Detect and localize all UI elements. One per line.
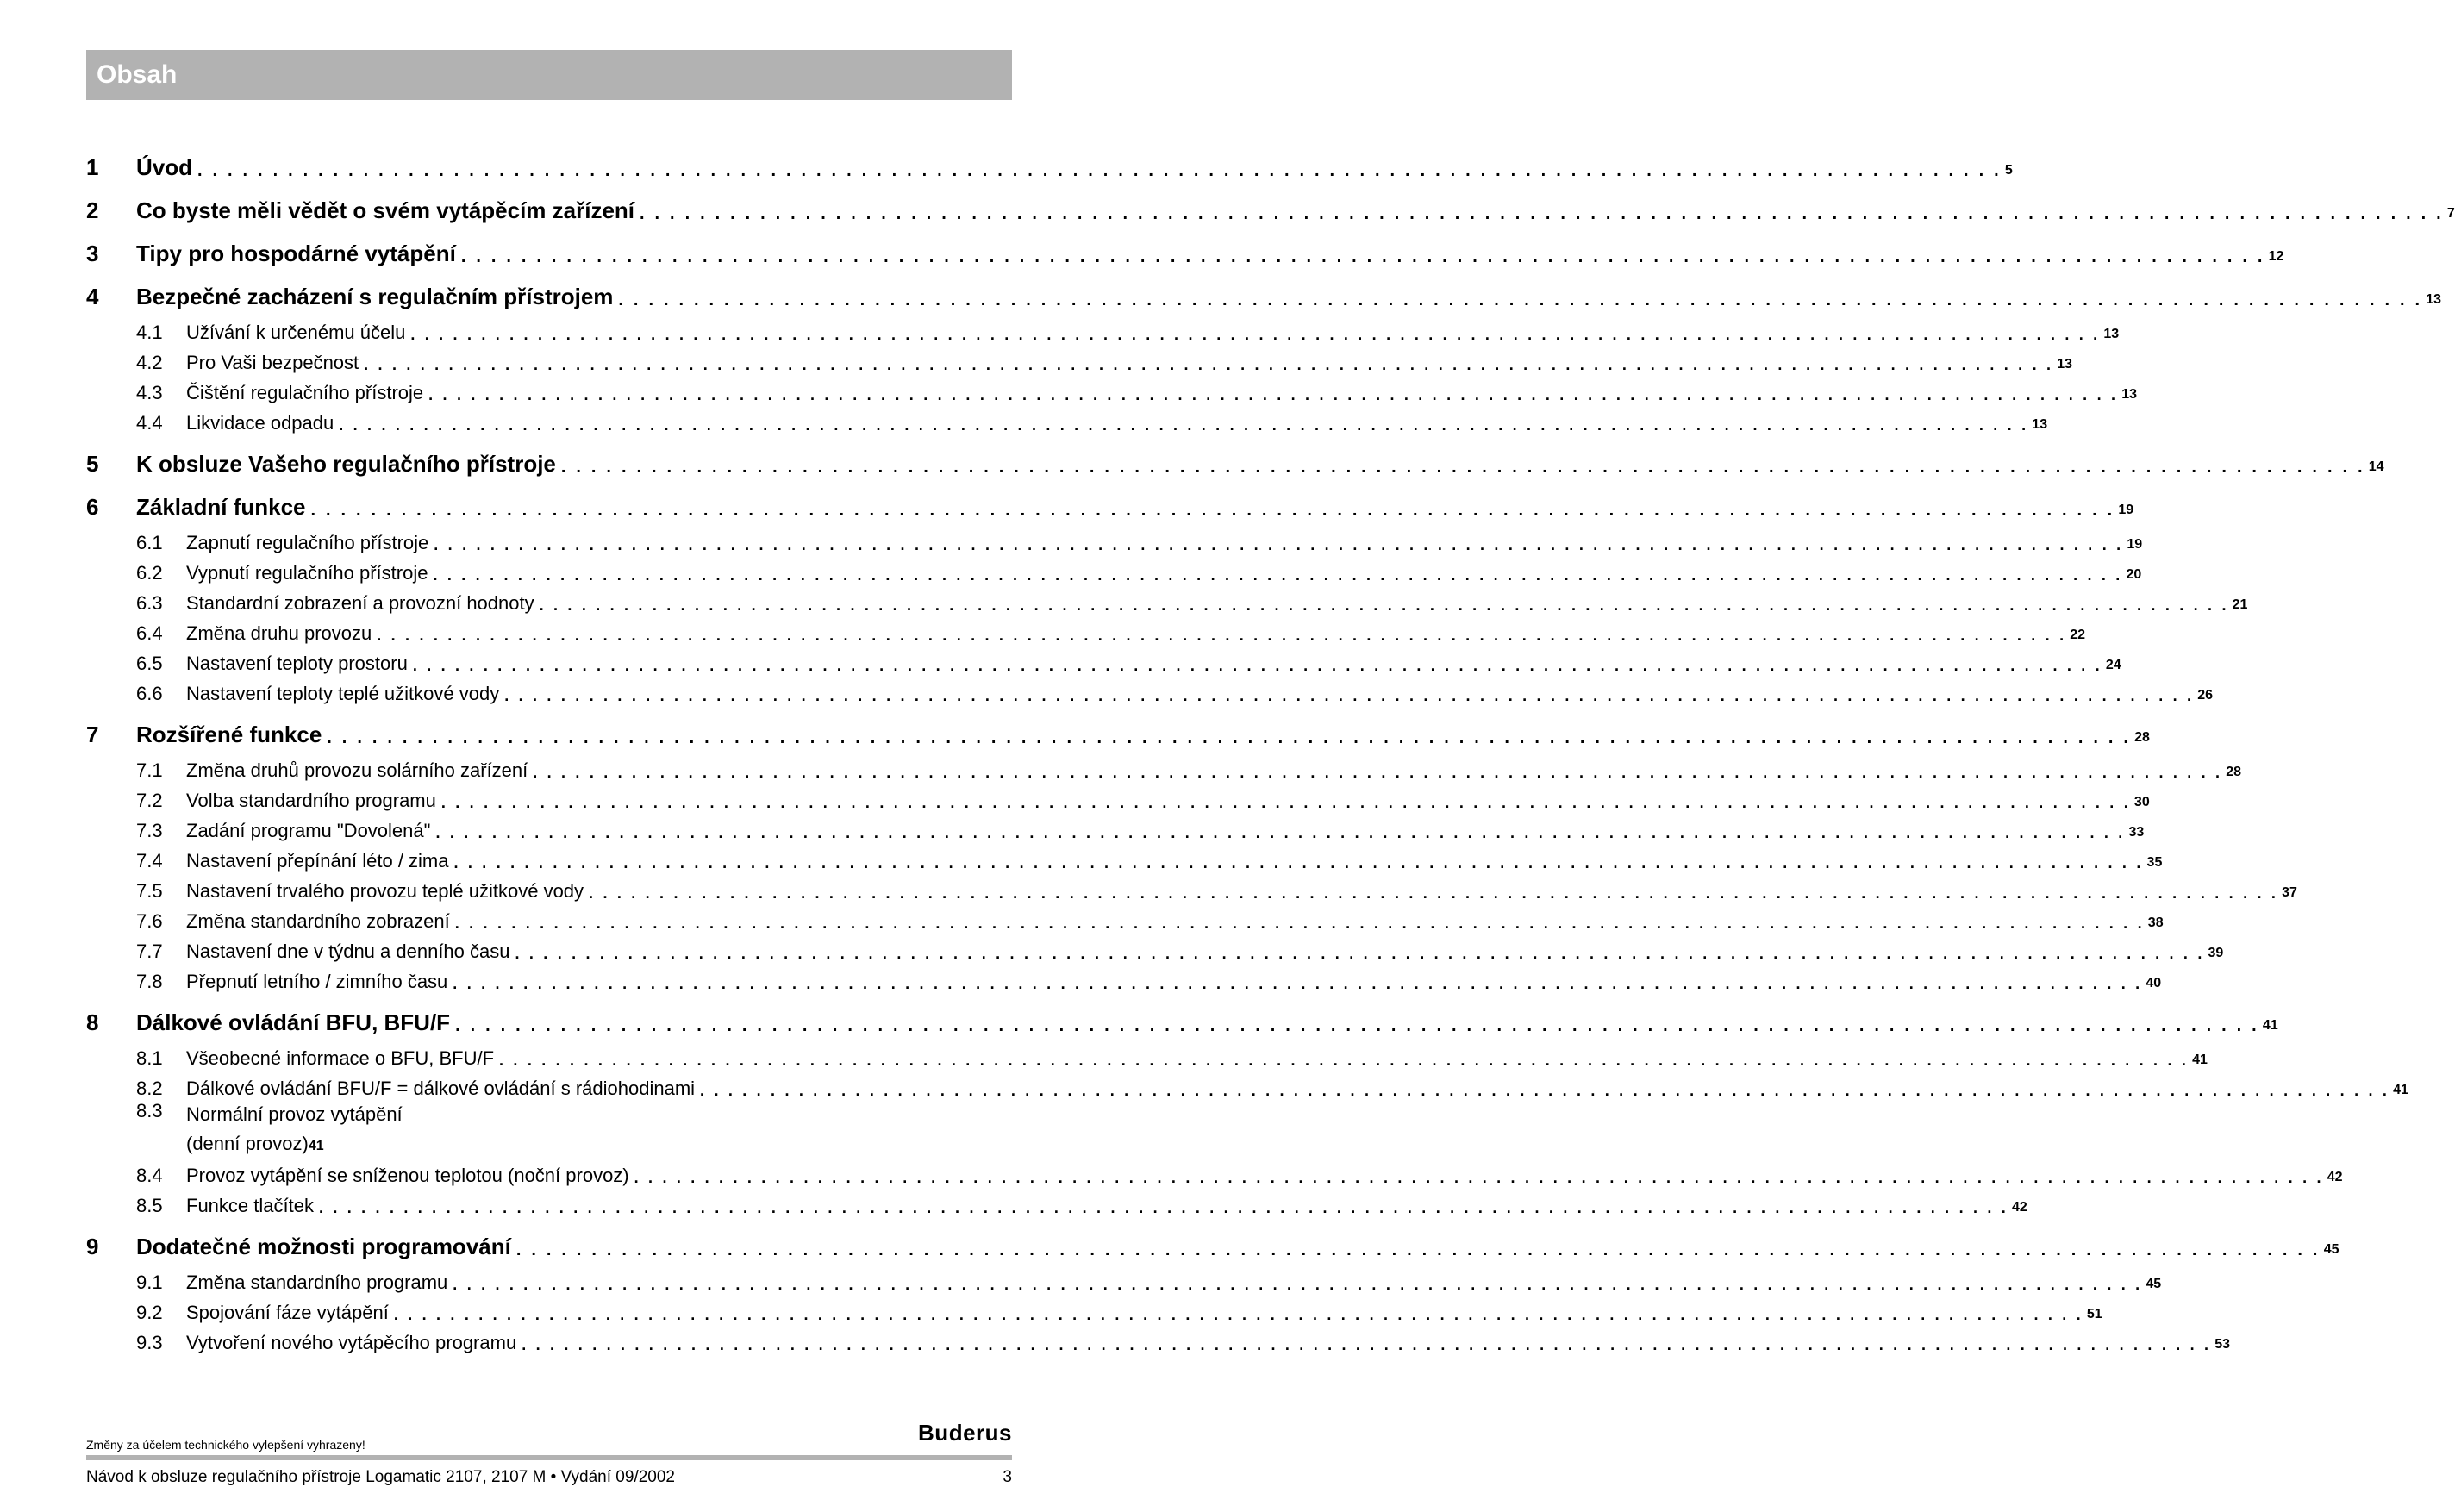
toc-number: 6.1: [136, 532, 163, 553]
toc-leader-dots: . . . . . . . . . . . . . . . . . . . . . . . . . . . . . . . . . . . . . . . . . . . . . . . . . . . . . . . . . . . . . . . . . . . . . . . . . . . . . . . . . . . . . . . . . . . . . . . . . . . . . . . . . . . . . . . . . . . . . . . .: [339, 416, 2029, 434]
toc-page: 28: [2226, 765, 2242, 779]
toc-section[interactable]: [86, 1157, 2343, 1187]
toc-number: 8.3: [136, 1100, 163, 1122]
footer-document-title: Návod k obsluze regulačního přístroje Logamatic 2107, 2107 M • Vydání 09/2002: [86, 1468, 675, 1486]
toc-page: 45: [2146, 1277, 2162, 1291]
toc-chapter[interactable]: [86, 434, 2384, 478]
toc-leader-dots: . . . . . . . . . . . . . . . . . . . . . . . . . . . . . . . . . . . . . . . . . . . . . . . . . . . . . . . . . . . . . . . . . . . . . . . . . . . . . . . . . . . . . . . . . . . . . . . . . . . . . . . . . . . . . . . . . . . . . . . .: [640, 204, 2444, 223]
buderus-logo: Buderus: [918, 1420, 1012, 1446]
toc-section[interactable]: [86, 1187, 2027, 1217]
toc-page: 24: [2105, 658, 2121, 672]
toc-page: 39: [2208, 946, 2224, 960]
toc-title: Úvod: [136, 154, 192, 180]
toc-leader-dots: . . . . . . . . . . . . . . . . . . . . . . . . . . . . . . . . . . . . . . . . . . . . . . . . . . . . . . . . . . . . . . . . . . . . . . . . . . . . . . . . . . . . . . . . . . . . . . . . . . . . . . . . . . . . . . . . . . . . . . . .: [454, 915, 2145, 932]
toc-number: 1: [86, 154, 99, 180]
toc-number: 8.5: [136, 1195, 163, 1216]
toc-page: 40: [2146, 976, 2162, 990]
toc-section[interactable]: [86, 933, 2224, 963]
toc-title: Všeobecné informace o BFU, BFU/F: [186, 1047, 495, 1069]
toc-number: 5: [86, 451, 99, 477]
toc-title: Zadání programu "Dovolená": [186, 820, 431, 841]
toc-page: 13: [2426, 292, 2442, 307]
toc-chapter[interactable]: [86, 138, 2013, 181]
toc-title: K obsluze Vašeho regulačního přístroje: [136, 451, 556, 477]
toc-leader-dots: . . . . . . . . . . . . . . . . . . . . . . . . . . . . . . . . . . . . . . . . . . . . . . . . . . . . . . . . . . . . . . . . . . . . . . . . . . . . . . . . . . . . . . . . . . . . . . . . . . . . . . . . . . . . . . . . . . . . . . . .: [440, 794, 2131, 811]
toc-title: Dálkové ovládání BFU/F = dálkové ovládání s rádiohodinami: [186, 1078, 696, 1099]
toc-page: 53: [2214, 1337, 2231, 1352]
toc-title: Spojování fáze vytápění: [186, 1302, 389, 1323]
toc-title: [186, 1100, 403, 1161]
toc-section[interactable]: [86, 752, 2242, 782]
toc-leader-dots: . . . . . . . . . . . . . . . . . . . . . . . . . . . . . . . . . . . . . . . . . . . . . . . . . . . . . . . . . . . . . . . . . . . . . . . . . . . . . . . . . . . . . . . . . . . . . . . . . . . . . . . . . . . . . . . . . . . . . . . .: [327, 728, 2132, 747]
toc-title: Nastavení trvalého provozu teplé užitkové vody: [186, 880, 584, 902]
toc-section[interactable]: [86, 842, 2163, 872]
toc-leader-dots: . . . . . . . . . . . . . . . . . . . . . . . . . . . . . . . . . . . . . . . . . . . . . . . . . . . . . . . . . . . . . . . . . . . . . . . . . . . . . . . . . . . . . . . . . . . . . . . . . . . . . . . . . . . . . . . . . . . . . . . .: [539, 597, 2229, 614]
toc-page: 28: [2134, 730, 2150, 745]
toc-section[interactable]: [86, 675, 2214, 705]
toc-leader-dots: . . . . . . . . . . . . . . . . . . . . . . . . . . . . . . . . . . . . . . . . . . . . . . . . . . . . . . . . . . . . . . . . . . . . . . . . . . . . . . . . . . . . . . . . . . . . . . . . . . . . . . . . . . . . . . . . . . . . . . . .: [434, 536, 2124, 553]
toc-leader-dots: . . . . . . . . . . . . . . . . . . . . . . . . . . . . . . . . . . . . . . . . . . . . . . . . . . . . . . . . . . . . . . . . . . . . . . . . . . . . . . . . . . . . . . . . . . . . . . . . . . . . . . . . . . . . . . . . . . . . . . . .: [515, 945, 2205, 962]
toc-title: Pro Vaši bezpečnost: [186, 352, 359, 373]
toc-number: 7.8: [136, 971, 163, 992]
toc-title: Standardní zobrazení a provozní hodnoty: [186, 592, 534, 614]
toc-section[interactable]: [86, 404, 2048, 434]
toc-title: Nastavení teploty teplé užitkové vody: [186, 683, 500, 704]
toc-title: Změna druhů provozu solárního zařízení: [186, 759, 528, 781]
toc-number: 4.3: [136, 382, 163, 403]
toc-page: 7: [2446, 206, 2455, 221]
toc-number: 4: [86, 284, 99, 309]
toc-title: Volba standardního programu: [186, 790, 436, 811]
toc-page: 5: [2004, 163, 2013, 178]
toc-title: Čištění regulačního přístroje: [186, 382, 424, 403]
toc-section[interactable]: [86, 1294, 2102, 1324]
toc-title: Likvidace odpadu: [186, 412, 334, 434]
toc-leader-dots: . . . . . . . . . . . . . . . . . . . . . . . . . . . . . . . . . . . . . . . . . . . . . . . . . . . . . . . . . . . . . . . . . . . . . . . . . . . . . . . . . . . . . . . . . . . . . . . . . . . . . . . . . . . . . . . . . . . . . . . .: [377, 627, 2067, 644]
toc-title: Bezpečné zacházení s regulačním přístrojem: [136, 284, 614, 309]
toc-title: Změna druhu provozu: [186, 622, 372, 644]
toc-number: 6.6: [136, 683, 163, 704]
toc-number: 4.1: [136, 322, 163, 343]
toc-leader-dots: . . . . . . . . . . . . . . . . . . . . . . . . . . . . . . . . . . . . . . . . . . . . . . . . . . . . . . . . . . . . . . . . . . . . . . . . . . . . . . . . . . . . . . . . . . . . . . . . . . . . . . . . . . . . . . . . . . . . . . . .: [412, 657, 2102, 674]
toc-chapter[interactable]: [86, 705, 2150, 748]
toc-chapter[interactable]: [86, 181, 2455, 224]
toc-page: 30: [2133, 795, 2150, 809]
toc-page: 13: [2032, 417, 2048, 432]
toc-page: 22: [2070, 628, 2086, 642]
toc-leader-dots: . . . . . . . . . . . . . . . . . . . . . . . . . . . . . . . . . . . . . . . . . . . . . . . . . . . . . . . . . . . . . . . . . . . . . . . . . . . . . . . . . . . . . . . . . . . . . . . . . . . . . . . . . . . . . . . . . . . . . . . .: [453, 1276, 2143, 1293]
toc-number: 8.2: [136, 1078, 163, 1099]
toc-page: 37: [2282, 885, 2297, 900]
toc-title: Co byste měli vědět o svém vytápěcím zařízení: [136, 197, 635, 223]
toc-number: 3: [86, 241, 99, 266]
toc-number: 6.5: [136, 653, 163, 674]
toc-section[interactable]: [86, 1040, 2208, 1070]
toc-leader-dots: . . . . . . . . . . . . . . . . . . . . . . . . . . . . . . . . . . . . . . . . . . . . . . . . . . . . . . . . . . . . . . . . . . . . . . . . . . . . . . . . . . . . . . . . . . . . . . . . . . . . . . . . . . . . . . . . . . . . . . . .: [522, 1336, 2212, 1353]
toc-number: 6.4: [136, 622, 163, 644]
toc-section[interactable]: [86, 1070, 2408, 1100]
toc-section[interactable]: [86, 872, 2297, 903]
toc-number: 9: [86, 1234, 99, 1259]
toc-number: 6.3: [136, 592, 163, 614]
toc-number: 7.1: [136, 759, 163, 781]
toc-section[interactable]: [86, 554, 2142, 584]
toc-leader-dots: . . . . . . . . . . . . . . . . . . . . . . . . . . . . . . . . . . . . . . . . . . . . . . . . . . . . . . . . . . . . . . . . . . . . . . . . . . . . . . . . . . . . . . . . . . . . . . . . . . . . . . . . . . . . . . . . . . . . . . . .: [499, 1052, 2190, 1069]
toc-page: 41: [2393, 1083, 2408, 1097]
toc-page: 13: [2121, 387, 2137, 402]
toc-page: 14: [2368, 459, 2384, 474]
toc-title: Funkce tlačítek: [186, 1195, 314, 1216]
toc-number: 7.3: [136, 820, 163, 841]
toc-number: 2: [86, 197, 99, 223]
toc-leader-dots: . . . . . . . . . . . . . . . . . . . . . . . . . . . . . . . . . . . . . . . . . . . . . . . . . . . . . . . . . . . . . . . . . . . . . . . . . . . . . . . . . . . . . . . . . . . . . . . . . . . . . . . . . . . . . . . . . . . . . . . .: [455, 1016, 2259, 1035]
toc-page: 41: [2262, 1018, 2278, 1033]
toc-title: Dálkové ovládání BFU, BFU/F: [136, 1009, 451, 1035]
toc-leader-dots: . . . . . . . . . . . . . . . . . . . . . . . . . . . . . . . . . . . . . . . . . . . . . . . . . . . . . . . . . . . . . . . . . . . . . . . . . . . . . . . . . . . . . . . . . . . . . . . . . . . . . . . . . . . . . . . . . . . . . . . .: [700, 1082, 2390, 1099]
toc-number: 7.7: [136, 940, 163, 962]
toc-leader-dots: . . . . . . . . . . . . . . . . . . . . . . . . . . . . . . . . . . . . . . . . . . . . . . . . . . . . . . . . . . . . . . . . . . . . . . . . . . . . . . . . . . . . . . . . . . . . . . . . . . . . . . . . . . . . . . . . . . . . . . . .: [589, 884, 2279, 902]
toc-chapter[interactable]: [86, 1217, 2339, 1260]
toc-page: 38: [2147, 915, 2164, 930]
toc-leader-dots: . . . . . . . . . . . . . . . . . . . . . . . . . . . . . . . . . . . . . . . . . . . . . . . . . . . . . . . . . . . . . . . . . . . . . . . . . . . . . . . . . . . . . . . . . . . . . . . . . . . . . . . . . . . . . . . . . . . . . . . .: [318, 1199, 2008, 1216]
toc-chapter[interactable]: [86, 224, 2284, 267]
toc-title: Vypnutí regulačního přístroje: [186, 562, 428, 584]
toc-title: Vytvoření nového vytápěcího programu: [186, 1332, 517, 1353]
toc-leader-dots: . . . . . . . . . . . . . . . . . . . . . . . . . . . . . . . . . . . . . . . . . . . . . . . . . . . . . . . . . . . . . . . . . . . . . . . . . . . . . . . . . . . . . . . . . . . . . . . . . . . . . . . . . . . . . . . . . . . . . . . .: [453, 975, 2143, 992]
toc-title: Zapnutí regulačního přístroje: [186, 532, 429, 553]
toc-leader-dots: . . . . . . . . . . . . . . . . . . . . . . . . . . . . . . . . . . . . . . . . . . . . . . . . . . . . . . . . . . . . . . . . . . . . . . . . . . . . . . . . . . . . . . . . . . . . . . . . . . . . . . . . . . . . . . . . . . . . . . . .: [393, 1306, 2083, 1323]
toc-title: Přepnutí letního / zimního času: [186, 971, 448, 992]
toc-chapter[interactable]: [86, 993, 2278, 1036]
toc-leader-dots: . . . . . . . . . . . . . . . . . . . . . . . . . . . . . . . . . . . . . . . . . . . . . . . . . . . . . . . . . . . . . . . . . . . . . . . . . . . . . . . . . . . . . . . . . . . . . . . . . . . . . . . . . . . . . . . . . . . . . . . .: [515, 1240, 2321, 1259]
toc-leader-dots: . . . . . . . . . . . . . . . . . . . . . . . . . . . . . . . . . . . . . . . . . . . . . . . . . . . . . . . . . . . . . . . . . . . . . . . . . . . . . . . . . . . . . . . . . . . . . . . . . . . . . . . . . . . . . . . . . . . . . . . .: [634, 1169, 2324, 1186]
toc-leader-dots: . . . . . . . . . . . . . . . . . . . . . . . . . . . . . . . . . . . . . . . . . . . . . . . . . . . . . . . . . . . . . . . . . . . . . . . . . . . . . . . . . . . . . . . . . . . . . . . . . . . . . . . . . . . . . . . . . . . . . . . .: [435, 824, 2126, 841]
toc-section[interactable]: [86, 963, 2162, 993]
toc-title: Provoz vytápění se sníženou teplotou (noční provoz): [186, 1165, 629, 1186]
toc-number: 7.6: [136, 910, 163, 932]
toc-number: 7.2: [136, 790, 163, 811]
footer-divider: [86, 1455, 1012, 1460]
toc-section[interactable]: [86, 1100, 1012, 1157]
toc-leader-dots: . . . . . . . . . . . . . . . . . . . . . . . . . . . . . . . . . . . . . . . . . . . . . . . . . . . . . . . . . . . . . . . . . . . . . . . . . . . . . . . . . . . . . . . . . . . . . . . . . . . . . . . . . . . . . . . . . . . . . . . .: [504, 687, 2195, 704]
toc-number: 8.4: [136, 1165, 163, 1186]
toc-page: 42: [2012, 1200, 2027, 1215]
toc-title: Užívání k určenému účelu: [186, 322, 406, 343]
toc-title-line1: Normální provoz vytápění: [186, 1103, 403, 1125]
toc-page: 12: [2268, 249, 2284, 264]
toc-leader-dots: . . . . . . . . . . . . . . . . . . . . . . . . . . . . . . . . . . . . . . . . . . . . . . . . . . . . . . . . . . . . . . . . . . . . . . . . . . . . . . . . . . . . . . . . . . . . . . . . . . . . . . . . . . . . . . . . . . . . . . . .: [197, 161, 2002, 180]
toc-section[interactable]: [86, 1264, 2162, 1294]
toc-chapter[interactable]: [86, 478, 2134, 521]
toc-leader-dots: . . . . . . . . . . . . . . . . . . . . . . . . . . . . . . . . . . . . . . . . . . . . . . . . . . . . . . . . . . . . . . . . . . . . . . . . . . . . . . . . . . . . . . . . . . . . . . . . . . . . . . . . . . . . . . . . . . . . . . . .: [364, 356, 2054, 373]
toc-number: 7.5: [136, 880, 163, 902]
toc-number: 9.3: [136, 1332, 163, 1353]
toc-leader-dots: . . . . . . . . . . . . . . . . . . . . . . . . . . . . . . . . . . . . . . . . . . . . . . . . . . . . . . . . . . . . . . . . . . . . . . . . . . . . . . . . . . . . . . . . . . . . . . . . . . . . . . . . . . . . . . . . . . . . . . . .: [433, 566, 2123, 584]
toc-page: 41: [2192, 1053, 2208, 1067]
toc-number: 7.4: [136, 850, 163, 872]
toc-leader-dots: . . . . . . . . . . . . . . . . . . . . . . . . . . . . . . . . . . . . . . . . . . . . . . . . . . . . . . . . . . . . . . . . . . . . . . . . . . . . . . . . . . . . . . . . . . . . . . . . . . . . . . . . . . . . . . . . . . . . . . . .: [560, 458, 2365, 477]
toc-section[interactable]: [86, 1324, 2231, 1354]
toc-title: Základní funkce: [136, 494, 306, 520]
toc-page: 26: [2197, 688, 2214, 703]
toc-section[interactable]: [86, 615, 2086, 645]
toc-section[interactable]: [86, 903, 2164, 933]
toc-number: 6.2: [136, 562, 163, 584]
toc-section[interactable]: [86, 344, 2072, 374]
toc-leader-dots: . . . . . . . . . . . . . . . . . . . . . . . . . . . . . . . . . . . . . . . . . . . . . . . . . . . . . . . . . . . . . . . . . . . . . . . . . . . . . . . . . . . . . . . . . . . . . . . . . . . . . . . . . . . . . . . . . . . . . . . .: [618, 291, 2423, 309]
page-number: 3: [1003, 1468, 1012, 1486]
toc-section[interactable]: [86, 645, 2121, 675]
toc-leader-dots: . . . . . . . . . . . . . . . . . . . . . . . . . . . . . . . . . . . . . . . . . . . . . . . . . . . . . . . . . . . . . . . . . . . . . . . . . . . . . . . . . . . . . . . . . . . . . . . . . . . . . . . . . . . . . . . . . . . . . . . .: [460, 247, 2265, 266]
toc-section[interactable]: [86, 374, 2137, 404]
section-title: Obsah: [97, 60, 178, 89]
toc-number: 6: [86, 494, 99, 520]
toc-number: 9.2: [136, 1302, 163, 1323]
toc-page: 19: [2127, 537, 2143, 552]
toc-title: Změna standardního programu: [186, 1271, 448, 1293]
toc-title: Nastavení přepínání léto / zima: [186, 850, 449, 872]
toc-page: 42: [2327, 1170, 2343, 1184]
footer-disclaimer: Změny za účelem technického vylepšení vyhrazeny!: [86, 1438, 365, 1452]
toc-leader-dots: . . . . . . . . . . . . . . . . . . . . . . . . . . . . . . . . . . . . . . . . . . . . . . . . . . . . . . . . . . . . . . . . . . . . . . . . . . . . . . . . . . . . . . . . . . . . . . . . . . . . . . . . . . . . . . . . . . . . . . . .: [453, 854, 2144, 872]
toc-section[interactable]: [86, 314, 2120, 344]
toc-title: Nastavení teploty prostoru: [186, 653, 408, 674]
toc-page: 45: [2323, 1242, 2339, 1257]
toc-number: 9.1: [136, 1271, 163, 1293]
toc-title: Rozšířené funkce: [136, 722, 322, 747]
toc-leader-dots: . . . . . . . . . . . . . . . . . . . . . . . . . . . . . . . . . . . . . . . . . . . . . . . . . . . . . . . . . . . . . . . . . . . . . . . . . . . . . . . . . . . . . . . . . . . . . . . . . . . . . . . . . . . . . . . . . . . . . . . .: [310, 501, 2115, 520]
toc-title: Nastavení dne v týdnu a denního času: [186, 940, 510, 962]
table-of-contents: [86, 138, 2455, 1354]
toc-page: 20: [2126, 567, 2142, 582]
toc-section[interactable]: [86, 524, 2143, 554]
toc-title-line2: (denní provoz): [186, 1133, 309, 1154]
toc-section[interactable]: [86, 584, 2248, 615]
toc-title: Změna standardního zobrazení: [186, 910, 450, 932]
toc-page: 33: [2128, 825, 2145, 840]
section-header: [86, 50, 1012, 100]
toc-section[interactable]: [86, 812, 2145, 842]
toc-page: 51: [2086, 1307, 2102, 1321]
toc-page: 19: [2118, 503, 2134, 517]
toc-page: 41: [308, 1139, 324, 1153]
toc-page: 35: [2146, 855, 2163, 870]
toc-leader-dots: . . . . . . . . . . . . . . . . . . . . . . . . . . . . . . . . . . . . . . . . . . . . . . . . . . . . . . . . . . . . . . . . . . . . . . . . . . . . . . . . . . . . . . . . . . . . . . . . . . . . . . . . . . . . . . . . . . . . . . . .: [533, 764, 2223, 781]
toc-title: Tipy pro hospodárné vytápění: [136, 241, 456, 266]
toc-page: 21: [2232, 597, 2248, 612]
toc-title: Dodatečné možnosti programování: [136, 1234, 511, 1259]
toc-page: 13: [2103, 327, 2120, 341]
toc-leader-dots: . . . . . . . . . . . . . . . . . . . . . . . . . . . . . . . . . . . . . . . . . . . . . . . . . . . . . . . . . . . . . . . . . . . . . . . . . . . . . . . . . . . . . . . . . . . . . . . . . . . . . . . . . . . . . . . . . . . . . . . .: [428, 386, 2119, 403]
toc-number: 7: [86, 722, 99, 747]
toc-number: 4.2: [136, 352, 163, 373]
toc-section[interactable]: [86, 782, 2150, 812]
toc-number: 4.4: [136, 412, 163, 434]
toc-chapter[interactable]: [86, 267, 2442, 310]
toc-number: 8: [86, 1009, 99, 1035]
toc-leader-dots: . . . . . . . . . . . . . . . . . . . . . . . . . . . . . . . . . . . . . . . . . . . . . . . . . . . . . . . . . . . . . . . . . . . . . . . . . . . . . . . . . . . . . . . . . . . . . . . . . . . . . . . . . . . . . . . . . . . . . . . .: [410, 326, 2101, 343]
toc-page: 13: [2057, 357, 2072, 372]
toc-number: 8.1: [136, 1047, 163, 1069]
